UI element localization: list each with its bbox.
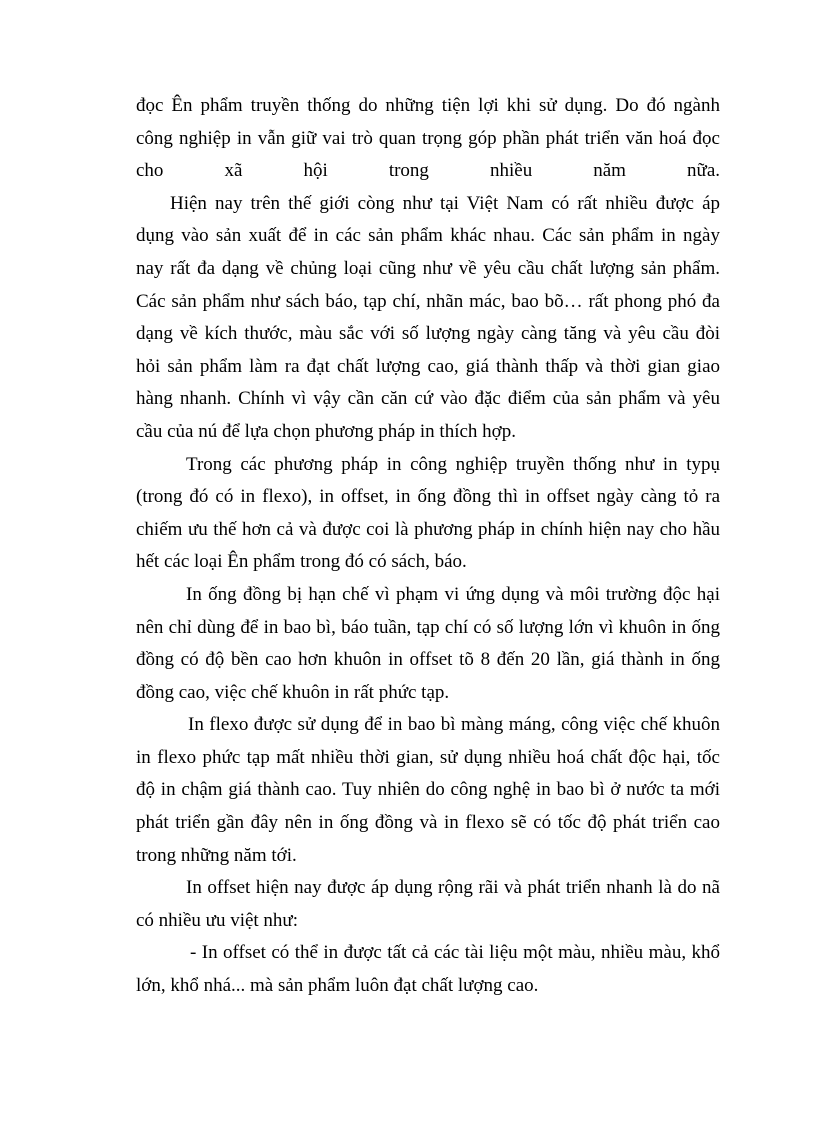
text-line: đồng cao, việc chế khuôn in rất phức tạp. xyxy=(136,681,450,703)
text-line: in flexo phức tạp mất nhiều thời gian, sử dụng nhiều hoá chất độc hại, tốc xyxy=(136,746,720,768)
text-line: có nhiều ưu việt như: xyxy=(136,909,299,931)
text-line: dạng về kích thước, màu sắc với số lượng ngày càng tăng và yêu cầu đòi xyxy=(136,323,720,345)
text-line: Các sản phẩm như sách báo, tạp chí, nhãn mác, bao bõ… rất phong phó đa xyxy=(136,290,720,312)
text-line: In flexo được sử dụng để in bao bì màng máng, công việc chế khuôn xyxy=(188,714,720,736)
text-line: phát triển gần đây nên in ống đồng và in flexo sẽ có tốc độ phát triển cao xyxy=(136,812,720,834)
text-line: trong những năm tới. xyxy=(136,844,297,866)
text-line: hết các loại Ên phẩm trong đó có sách, báo. xyxy=(136,551,467,573)
text-line: công nghiệp in vẫn giữ vai trò quan trọng góp phần phát triển văn hoá đọc xyxy=(136,127,720,149)
text-line: độ in chậm giá thành cao. Tuy nhiên do công nghệ in bao bì ở nước ta mới xyxy=(136,779,720,801)
text-line: chiếm ưu thế hơn cả và được coi là phương pháp in chính hiện nay cho hầu xyxy=(136,518,720,540)
document-body xyxy=(136,90,720,1003)
text-line: Trong các phương pháp in công nghiệp truyền thống như in typụ xyxy=(186,453,720,475)
text-line: cho xã hội trong nhiều năm nữa. xyxy=(136,160,720,182)
text-line: đọc Ên phẩm truyền thống do những tiện lợi khi sử dụng. Do đó ngành xyxy=(136,95,720,116)
text-line: lớn, khổ nhá... mà sản phẩm luôn đạt chất lượng cao. xyxy=(136,975,539,997)
text-line: - In offset có thể in được tất cả các tài liệu một màu, nhiều màu, khổ xyxy=(190,942,720,964)
text-line: đồng có độ bền cao hơn khuôn in offset tõ 8 đến 20 lần, giá thành in ống xyxy=(136,649,720,671)
text-line: dụng vào sản xuất để in các sản phẩm khác nhau. Các sản phẩm in ngày xyxy=(136,225,720,247)
text-line: hỏi sản phẩm làm ra đạt chất lượng cao, giá thành thấp và thời gian giao xyxy=(136,355,720,377)
text-line: Hiện nay trên thế giới còng như tại Việt Nam có rất nhiều được áp xyxy=(170,192,720,214)
text-line: (trong đó có in flexo), in offset, in ống đồng thì in offset ngày càng tỏ ra xyxy=(136,486,720,508)
text-line: In offset hiện nay được áp dụng rộng rãi và phát triển nhanh là do nã xyxy=(186,877,720,899)
text-line: cầu của nú để lựa chọn phương pháp in thích hợp. xyxy=(136,420,516,442)
text-line: hàng nhanh. Chính vì vậy cần căn cứ vào đặc điểm của sản phẩm và yêu xyxy=(136,388,720,410)
text-line: nay rất đa dạng về chủng loại cũng như về yêu cầu chất lượng sản phẩm. xyxy=(136,257,720,279)
text-line: nên chỉ dùng để in bao bì, báo tuần, tạp chí có số lượng lớn vì khuôn in ống xyxy=(136,616,720,638)
text-line: In ống đồng bị hạn chế vì phạm vi ứng dụng và môi trường độc hại xyxy=(186,583,720,605)
